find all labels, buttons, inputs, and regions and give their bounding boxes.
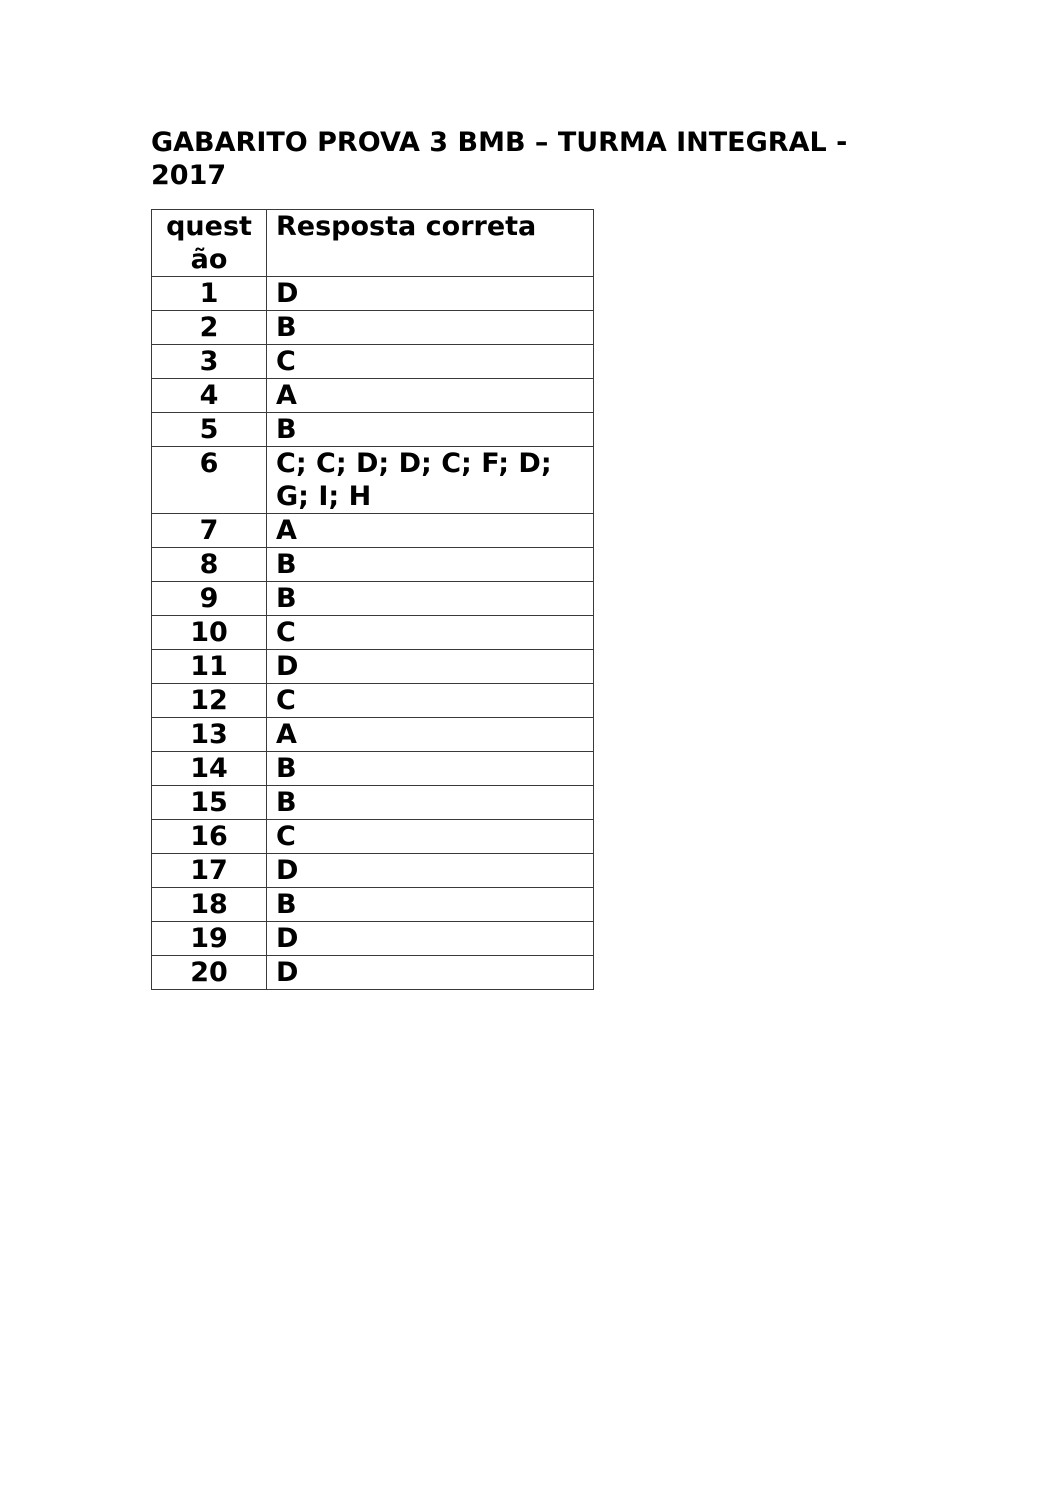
question-number-cell: 8 bbox=[152, 548, 267, 582]
question-number-cell: 18 bbox=[152, 888, 267, 922]
table-row bbox=[152, 888, 594, 922]
question-number-cell: 6 bbox=[152, 447, 267, 514]
question-number-cell: 4 bbox=[152, 379, 267, 413]
answer-cell: D bbox=[267, 854, 594, 888]
table-row bbox=[152, 345, 594, 379]
answer-cell: B bbox=[267, 786, 594, 820]
table-row bbox=[152, 311, 594, 345]
question-number-cell: 19 bbox=[152, 922, 267, 956]
question-number-cell: 1 bbox=[152, 277, 267, 311]
question-number-cell: 11 bbox=[152, 650, 267, 684]
answer-cell: B bbox=[267, 548, 594, 582]
table-body bbox=[152, 277, 594, 990]
document-title: GABARITO PROVA 3 BMB – TURMA INTEGRAL - 2017 bbox=[151, 127, 848, 191]
table-row bbox=[152, 548, 594, 582]
question-number-cell: 13 bbox=[152, 718, 267, 752]
answer-cell: D bbox=[267, 956, 594, 990]
table-row bbox=[152, 718, 594, 752]
answer-cell: A bbox=[267, 514, 594, 548]
answer-cell: D bbox=[267, 277, 594, 311]
table-row bbox=[152, 786, 594, 820]
answer-cell: B bbox=[267, 752, 594, 786]
answer-cell: C; C; D; D; C; F; D; G; I; H bbox=[267, 447, 594, 514]
table-row bbox=[152, 379, 594, 413]
question-number-cell: 12 bbox=[152, 684, 267, 718]
table-row bbox=[152, 616, 594, 650]
answer-cell: B bbox=[267, 311, 594, 345]
table-row bbox=[152, 447, 594, 514]
question-number-cell: 3 bbox=[152, 345, 267, 379]
table-header-row bbox=[152, 210, 594, 277]
question-number-cell: 14 bbox=[152, 752, 267, 786]
answer-cell: C bbox=[267, 345, 594, 379]
table-row bbox=[152, 684, 594, 718]
answer-cell: A bbox=[267, 718, 594, 752]
table-row bbox=[152, 854, 594, 888]
table-row bbox=[152, 413, 594, 447]
question-number-cell: 2 bbox=[152, 311, 267, 345]
question-number-cell: 15 bbox=[152, 786, 267, 820]
answer-cell: A bbox=[267, 379, 594, 413]
table-row bbox=[152, 582, 594, 616]
table-row bbox=[152, 514, 594, 548]
table-row bbox=[152, 820, 594, 854]
answer-cell: B bbox=[267, 413, 594, 447]
question-number-cell: 7 bbox=[152, 514, 267, 548]
question-number-cell: 16 bbox=[152, 820, 267, 854]
answer-cell: B bbox=[267, 582, 594, 616]
question-number-cell: 17 bbox=[152, 854, 267, 888]
table-row bbox=[152, 650, 594, 684]
answer-column-header: Resposta correta bbox=[267, 210, 594, 277]
question-number-cell: 10 bbox=[152, 616, 267, 650]
answer-cell: D bbox=[267, 650, 594, 684]
answer-cell: B bbox=[267, 888, 594, 922]
answer-cell: D bbox=[267, 922, 594, 956]
question-number-cell: 9 bbox=[152, 582, 267, 616]
answer-cell: C bbox=[267, 684, 594, 718]
answer-key-table bbox=[151, 209, 594, 990]
question-number-cell: 5 bbox=[152, 413, 267, 447]
question-number-cell: 20 bbox=[152, 956, 267, 990]
table-row bbox=[152, 922, 594, 956]
answer-cell: C bbox=[267, 616, 594, 650]
question-column-header: quest ão bbox=[152, 210, 267, 277]
table-row bbox=[152, 752, 594, 786]
table-row bbox=[152, 956, 594, 990]
table-row bbox=[152, 277, 594, 311]
answer-cell: C bbox=[267, 820, 594, 854]
